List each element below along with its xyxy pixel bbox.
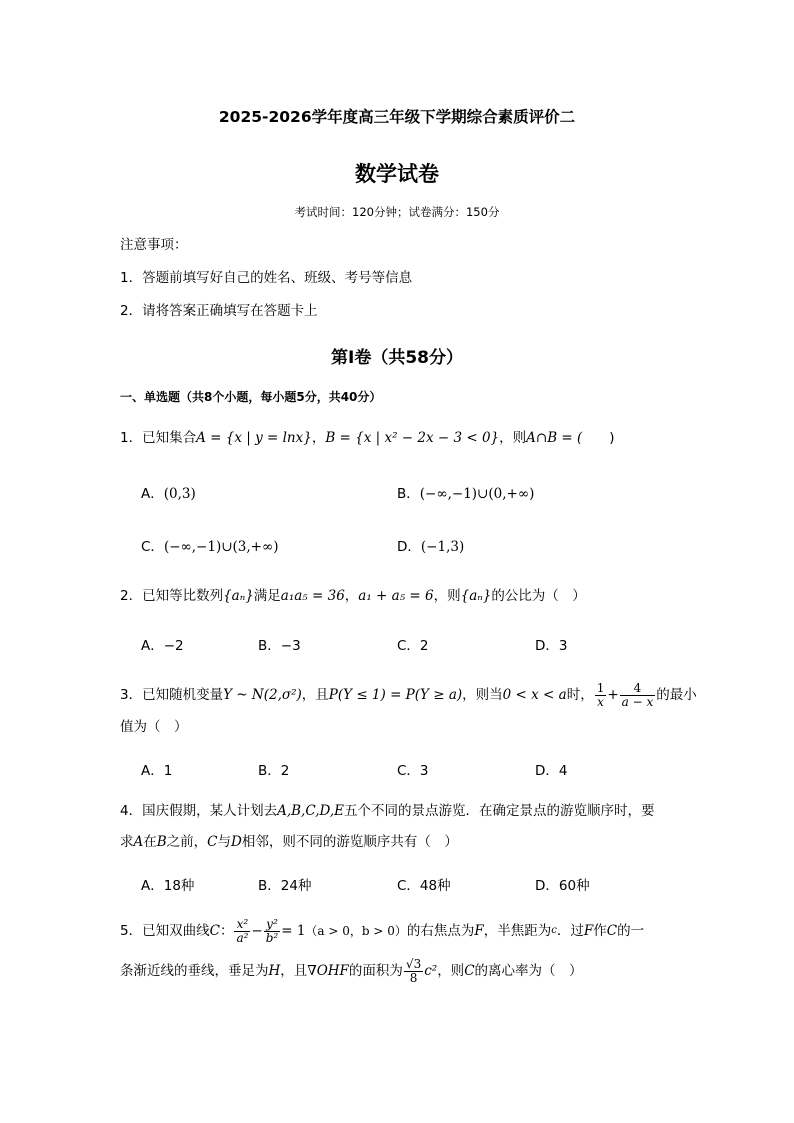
option-a: A．(0,3)	[141, 486, 196, 502]
section-title: 一、单选题（共8个小题，每小题5分，共40分）	[120, 390, 382, 404]
option-c: C．(−∞,−1)∪(3,+∞)	[141, 539, 279, 555]
question-4-line2: 求A在B之前，C与D相邻，则不同的游览顺序共有（ ）	[120, 834, 458, 850]
note-item: 1．答题前填写好自己的姓名、班级、考号等信息	[120, 270, 413, 286]
option-a: A．−2	[141, 638, 184, 654]
exam-info: 考试时间：120分钟；试卷满分：150分	[294, 205, 500, 219]
fraction: $\frac{4}{a - x}$	[621, 680, 654, 709]
fraction: $\frac{1}{x}$	[596, 680, 605, 709]
option-d: D．3	[535, 638, 568, 654]
option-c: C．2	[397, 638, 429, 654]
option-b: B．2	[258, 763, 290, 779]
fraction: $\frac{\text{y²}}{\text{b²}}$	[265, 916, 279, 945]
option-d: D．60种	[535, 878, 590, 894]
note-item: 2．请将答案正确填写在答题卡上	[120, 303, 318, 319]
notes-heading: 注意事项：	[120, 237, 188, 253]
option-c: C．48种	[397, 878, 451, 894]
fraction: $\frac{\text{x²}}{\text{a²}}$	[236, 916, 249, 945]
question-4-stem: 4．国庆假期，某人计划去A,B,C,D,E五个不同的景点游览．在确定景点的游览顺序时，要	[120, 803, 655, 819]
question-number: 1．	[120, 430, 143, 446]
fraction: $\frac{√3}{8}$	[405, 956, 422, 985]
set-a: A = {x | y = lnx}	[196, 430, 312, 446]
set-b: B = {x | x² − 2x − 3 < 0}	[325, 430, 500, 446]
subject-title: 数学试卷	[355, 162, 439, 186]
option-a: A．18种	[141, 878, 195, 894]
option-d: D．(−1,3)	[397, 539, 465, 555]
option-d: D．4	[535, 763, 568, 779]
question-3-stem: 3． 已知随机变量 Y ~ N(2,σ²) ，且 P(Y ≤ 1) = P(Y ≥ a) ，则当 0 < x < a 时， $\frac{1}{x}$ + $\frac{4}{a - x}$ 的最小	[120, 680, 697, 709]
option-b: B．24种	[258, 878, 312, 894]
option-b: B．(−∞,−1)∪(0,+∞)	[397, 486, 535, 502]
part-title: 第Ⅰ卷（共58分）	[331, 348, 463, 368]
question-3-line2: 值为（ ）	[120, 719, 188, 735]
question-2-stem: 2．已知等比数列{aₙ}满足a₁a₅ = 36，a₁ + a₅ = 6，则{aₙ}的公比为（ ）	[120, 588, 586, 604]
option-c: C．3	[397, 763, 429, 779]
option-a: A．1	[141, 763, 173, 779]
question-1-stem: 1．已知集合A = {x | y = lnx}，B = {x | x² − 2x − 3 < 0}，则A∩B = ( )	[120, 430, 615, 446]
exam-title: 2025-2026学年度高三年级下学期综合素质评价二	[218, 108, 576, 126]
option-b: B．−3	[258, 638, 301, 654]
question-5-stem: 5． 已知双曲线 C ： $\frac{\text{x²}}{\text{a²}}$ − $\frac{\text{y²}}{\text{b²}}$ = 1 （a > 0，b > 0） 的右焦点为 F ，半焦距为 c ．过 F 作 C 的一	[120, 916, 645, 945]
intersection-expr: A∩B = (	[526, 430, 583, 446]
question-5-line2: 条渐近线的垂线，垂足为 H ，且 ∇OHF 的面积为 $\frac{√3}{8}$ c² ，则 C 的离心率为（ ）	[120, 956, 583, 985]
